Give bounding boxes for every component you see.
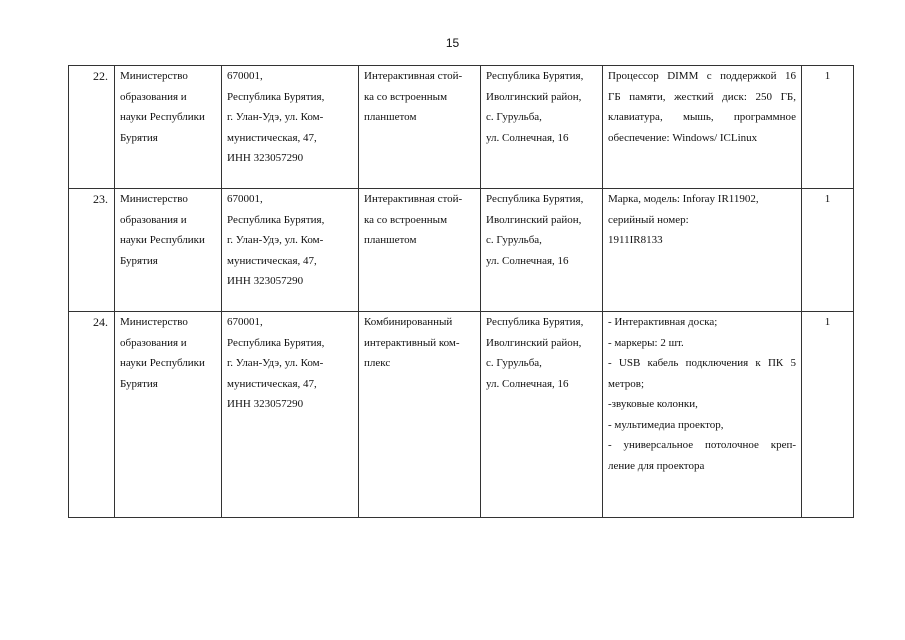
specs-line: -звуковые колонки, (608, 398, 698, 410)
owner-cell (115, 189, 222, 312)
row-number: 23. (69, 189, 115, 312)
address-line: ИНН 323057290 (227, 152, 304, 164)
location-line: ул. Солнечная, 16 (486, 377, 569, 390)
owner-line: Бурятия (120, 131, 158, 144)
location-line: Иволгинский район, (486, 90, 582, 103)
location-line: с. Гурульба, (486, 234, 542, 246)
address-line: г. Улан-Удэ, ул. Ком- (227, 234, 324, 246)
address-line: мунистическая, 47, (227, 254, 317, 267)
owner-cell (115, 66, 222, 189)
quantity-cell: 1 (802, 189, 854, 312)
address-line: мунистическая, 47, (227, 131, 317, 144)
location-cell (481, 189, 603, 312)
address-cell (222, 66, 359, 189)
specs-line: обеспечение: Windows/ ICLinux (608, 131, 758, 144)
owner-line: образования и (120, 213, 187, 226)
row-number: 22. (69, 66, 115, 189)
equipment-name-line: ка со встроенным (364, 213, 448, 226)
location-line: с. Гурульба, (486, 357, 542, 369)
table-row (69, 189, 854, 312)
location-line: ул. Солнечная, 16 (486, 254, 569, 267)
specs-line: 1911IR8133 (608, 234, 663, 246)
owner-line: Министерство (120, 70, 188, 82)
specs-line: ГБ памяти, жесткий диск: 250 ГБ, (608, 90, 796, 103)
location-cell (481, 312, 603, 518)
quantity-cell: 1 (802, 312, 854, 518)
equipment-name-line: плекс (364, 357, 391, 369)
equipment-name-line: Комбинированный (364, 316, 453, 328)
equipment-name-cell (359, 312, 481, 518)
location-line: Республика Бурятия, (486, 70, 584, 82)
address-line: 670001, (227, 193, 263, 205)
table-row (69, 312, 854, 518)
owner-line: Министерство (120, 316, 188, 328)
equipment-name-cell (359, 66, 481, 189)
equipment-name-line: Интерактивная стой- (364, 193, 463, 205)
quantity-cell: 1 (802, 66, 854, 189)
location-cell (481, 66, 603, 189)
specs-line: - Интерактивная доска; (608, 316, 718, 328)
equipment-name-line: планшетом (364, 234, 417, 246)
specs-cell (603, 312, 802, 518)
location-line: с. Гурульба, (486, 111, 542, 123)
specs-cell (603, 66, 802, 189)
table-row (69, 66, 854, 189)
specs-line: - маркеры: 2 шт. (608, 336, 684, 349)
location-line: ул. Солнечная, 16 (486, 131, 569, 144)
address-line: г. Улан-Удэ, ул. Ком- (227, 111, 324, 123)
row-number: 24. (69, 312, 115, 518)
owner-line: науки Республики (120, 357, 205, 369)
address-line: Республика Бурятия, (227, 336, 325, 349)
location-line: Республика Бурятия, (486, 193, 584, 205)
specs-line: - USB кабель подключения к ПК 5 (608, 357, 796, 369)
address-cell (222, 189, 359, 312)
equipment-name-line: Интерактивная стой- (364, 70, 463, 82)
specs-line: метров; (608, 377, 645, 390)
owner-line: науки Республики (120, 111, 205, 123)
equipment-name-line: планшетом (364, 111, 417, 123)
specs-line: серийный номер: (608, 213, 689, 226)
address-line: 670001, (227, 316, 263, 328)
address-cell (222, 312, 359, 518)
specs-cell (603, 189, 802, 312)
specs-line: ление для проектора (608, 459, 705, 472)
owner-cell (115, 312, 222, 518)
address-line: 670001, (227, 70, 263, 82)
location-line: Иволгинский район, (486, 336, 582, 349)
specs-line: клавиатура, мышь, программное (608, 111, 796, 123)
equipment-table (68, 65, 854, 518)
owner-line: науки Республики (120, 234, 205, 246)
equipment-name-cell (359, 189, 481, 312)
equipment-name-line: ка со встроенным (364, 90, 448, 103)
address-line: г. Улан-Удэ, ул. Ком- (227, 357, 324, 369)
address-line: ИНН 323057290 (227, 398, 304, 410)
specs-line: Процессор DIMM с поддержкой 16 (608, 70, 796, 82)
address-line: мунистическая, 47, (227, 377, 317, 390)
location-line: Республика Бурятия, (486, 316, 584, 328)
page-number: 15 (445, 36, 460, 50)
specs-line: - универсальное потолочное креп- (608, 439, 796, 451)
address-line: Республика Бурятия, (227, 90, 325, 103)
specs-line: Марка, модель: Inforay IR11902, (608, 193, 759, 205)
owner-line: Бурятия (120, 377, 158, 390)
owner-line: Министерство (120, 193, 188, 205)
owner-line: Бурятия (120, 254, 158, 267)
address-line: ИНН 323057290 (227, 275, 304, 287)
location-line: Иволгинский район, (486, 213, 582, 226)
address-line: Республика Бурятия, (227, 213, 325, 226)
specs-line: - мультимедиа проектор, (608, 418, 724, 431)
equipment-name-line: интерактивный ком- (364, 336, 460, 349)
owner-line: образования и (120, 336, 187, 349)
owner-line: образования и (120, 90, 187, 103)
